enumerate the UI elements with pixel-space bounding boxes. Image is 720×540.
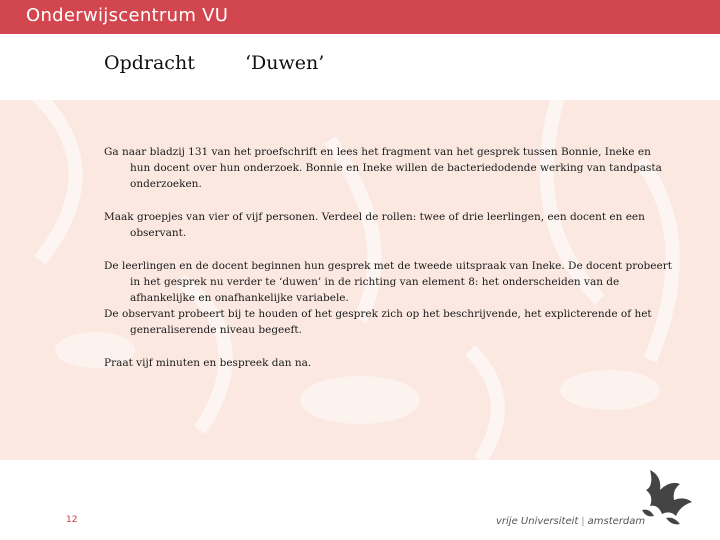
paragraph-1: Ga naar bladzij 131 van het proefschrift en lees het fragment van het gesprek tussen Bonnie, Ineke en hun docent over hun onderzoek. Bonnie en Ineke willen de bacteriedodende werking van tandpasta onderzoeken.: [104, 146, 662, 190]
logo-vrije-universiteit: vrije Universiteit: [496, 516, 579, 527]
page-number: 12: [66, 515, 78, 525]
header-bar: [0, 0, 720, 34]
vu-logo-text: [496, 516, 645, 527]
paragraph-3-part-a: De leerlingen en de docent beginnen hun gesprek met de tweede uitspraak van Ineke. De docent probeert in het gesprek nu verder te ‘duwen’ in de richting van element 8: het onderscheiden van de afhankelijke en onafhankelijke variabele.: [104, 260, 672, 304]
slide-title-right: ‘Duwen’: [245, 52, 325, 74]
paragraph-3-part-b: De observant probeert bij te houden of het gesprek zich op het beschrijvende, het explicterende of het generaliserende niveau begeeft.: [104, 308, 652, 336]
logo-separator: |: [581, 516, 585, 527]
logo-amsterdam: amsterdam: [587, 516, 646, 527]
paragraph-2: Maak groepjes van vier of vijf personen. Verdeel de rollen: twee of drie leerlingen, een docent en een observant.: [104, 211, 645, 239]
slide-title-left: Opdracht: [104, 52, 195, 74]
slide-body: [104, 144, 674, 388]
header-title: Onderwijscentrum VU: [26, 5, 229, 26]
griffin-logo-icon: [636, 466, 696, 528]
paragraph-3: [104, 258, 674, 338]
paragraph-4: Praat vijf minuten en bespreek dan na.: [104, 357, 312, 369]
